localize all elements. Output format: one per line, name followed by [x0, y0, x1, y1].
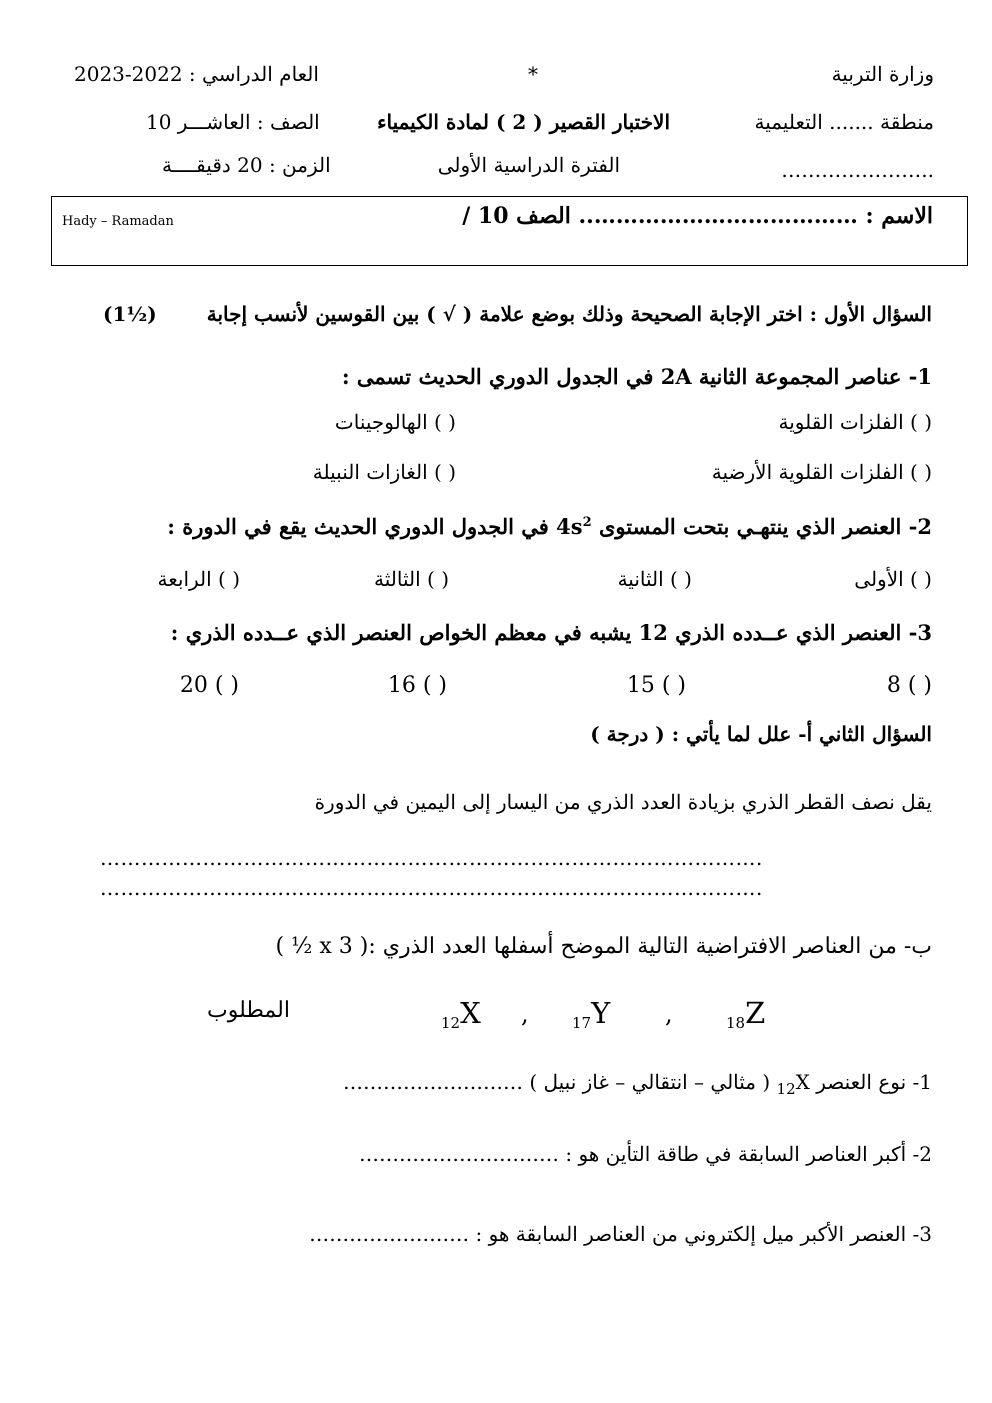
q1-heading: السؤال الأول : اختر الإجابة الصحيحة وذلك بوضع علامة ( √ ) بين القوسين لأنسب إجابة — [206, 302, 932, 326]
q1-item2-option-b[interactable]: ( ) الثانية — [617, 567, 692, 591]
time-label: الزمن : 20 دقيقــــة — [162, 153, 331, 177]
author-credit: Hady – Ramadan — [62, 214, 174, 229]
required-label: المطلوب — [207, 998, 290, 1023]
element-z-symbol: Z — [745, 996, 766, 1030]
term-label: الفترة الدراسية الأولى — [437, 153, 620, 177]
q1-marks: (1½) — [103, 302, 157, 326]
task-1 — [343, 1070, 932, 1098]
q1-item1-option-d[interactable]: ( ) الغازات النبيلة — [312, 460, 456, 484]
q1-item1-question: 1- عناصر المجموعة الثانية 2A في الجدول الدوري الحديث تسمى : — [341, 364, 932, 389]
separator-2: , — [665, 1000, 673, 1028]
q2-heading: السؤال الثاني أ- علل لما يأتي : ( درجة ) — [590, 722, 932, 746]
q1-item3-option-b[interactable]: ( ) 15 — [626, 673, 686, 698]
element-y-number: 17 — [572, 1014, 592, 1032]
element-x-symbol: X — [460, 996, 481, 1030]
q1-item2-question-pre: 2- العنصر الذي ينتهـي بتحت المستوى — [591, 514, 932, 539]
task-1-pre: 1- نوع العنصر — [809, 1070, 932, 1094]
task-1-element — [777, 1070, 810, 1098]
q1-item3-question: 3- العنصر الذي عــدده الذري 12 يشبه في معظم الخواص العنصر الذي عــدده الذري : — [170, 620, 932, 645]
q1-item2-question — [167, 514, 932, 539]
q1-item3-option-a[interactable]: ( ) 8 — [886, 673, 932, 698]
separator-1: , — [521, 1000, 529, 1028]
q2-answer-line-2[interactable]: ……………………………………………………………………………………. — [100, 876, 763, 900]
q1-item1-option-a[interactable]: ( ) الفلزات القلوية — [778, 410, 932, 434]
element-y-symbol: Y — [591, 996, 611, 1030]
exam-title: الاختبار القصير ( 2 ) لمادة الكيمياء — [377, 110, 670, 134]
ministry-label: وزارة التربية — [831, 62, 934, 86]
region-label: منطقة ....... التعليمية — [754, 110, 934, 134]
q2-part-b-heading: ب- من العناصر الافتراضية التالية الموضح أسفلها العدد الذري :( 3 x ½ ) — [275, 934, 932, 959]
q1-item2-question-post: في الجدول الدوري الحديث يقع في الدورة : — [167, 514, 557, 539]
q1-item3-option-c[interactable]: ( ) 16 — [387, 673, 447, 698]
grade-label: الصف : العاشـــر 10 — [146, 110, 320, 134]
task-1-post[interactable]: ( مثالي – انتقالي – غاز نبيل ) ……………………… — [342, 1070, 777, 1094]
q1-item2-option-c[interactable]: ( ) الثالثة — [374, 567, 449, 591]
element-z — [726, 996, 765, 1032]
academic-year: العام الدراسي : 2022-2023 — [74, 62, 319, 86]
q1-item1-option-b[interactable]: ( ) الهالوجينات — [334, 410, 456, 434]
name-field[interactable]: الاسم : ……………………………….. الصف 10 / — [462, 203, 933, 229]
q1-item2-sublevel — [556, 514, 591, 539]
element-y — [572, 996, 610, 1032]
q1-item2-sublevel-term: 4s — [556, 514, 583, 539]
q1-item1-option-c[interactable]: ( ) الفلزات القلوية الأرضية — [711, 460, 932, 484]
task-1-element-symbol: X — [795, 1070, 810, 1094]
task-1-element-number: 12 — [776, 1080, 796, 1098]
element-x-number: 12 — [441, 1014, 461, 1032]
q1-item2-option-a[interactable]: ( ) الأولى — [854, 567, 932, 591]
element-x — [441, 996, 481, 1032]
q1-item2-option-d[interactable]: ( ) الرابعة — [157, 567, 240, 591]
header-dots: ………………….. — [781, 158, 934, 182]
q2-answer-line-1[interactable]: ……………………………………………………………………………………. — [100, 846, 763, 870]
student-name-box — [51, 196, 968, 266]
header-star: * — [528, 62, 538, 86]
task-2[interactable]: 2- أكبر العناصر السابقة في طاقة التأين هو : ………………………… — [358, 1142, 932, 1166]
q1-item2-sublevel-exp: 2 — [582, 515, 592, 530]
q2-statement: يقل نصف القطر الذري بزيادة العدد الذري من اليسار إلى اليمين في الدورة — [314, 790, 932, 814]
q1-item3-option-d[interactable]: ( ) 20 — [179, 673, 239, 698]
element-z-number: 18 — [726, 1014, 746, 1032]
task-3[interactable]: 3- العنصر الأكبر ميل إلكتروني من العناصر السابقة هو : …………………… — [309, 1222, 932, 1246]
